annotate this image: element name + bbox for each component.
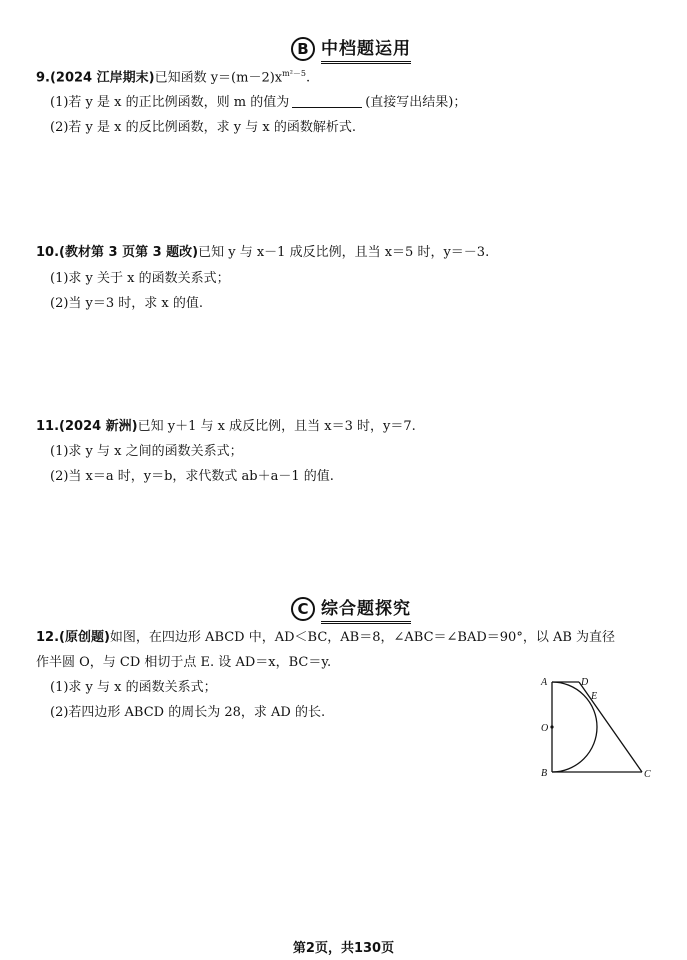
q11-source: (2024 新洲) [59, 419, 138, 434]
label-c: C [644, 769, 651, 780]
q11-part-2: (2)当 x＝a 时，y＝b，求代数式 ab＋a－1 的值. [50, 469, 334, 484]
label-a: A [541, 677, 548, 688]
label-b: B [541, 768, 548, 779]
q9-number: 9. [36, 70, 50, 86]
q9-part-1 [36, 96, 466, 109]
label-d: D [581, 677, 589, 688]
q11-stem-text: 已知 y＋1 与 x 成反比例，且当 x＝3 时，y＝7. [137, 419, 416, 434]
q10-stem [36, 246, 489, 259]
q12-part-2: (2)若四边形 ABCD 的周长为 28，求 AD 的长. [50, 705, 326, 720]
q10-part-2: (2)当 y＝3 时，求 x 的值. [50, 296, 204, 311]
q12-part-1: (1)求 y 与 x 的函数关系式； [50, 680, 217, 695]
section-b-title: 中档题运用 [321, 34, 411, 64]
q10-source: (教材第 3 页第 3 题改) [59, 245, 199, 260]
section-c-title: 综合题探究 [321, 594, 411, 624]
q12-stem-line-2: 作半圆 O，与 CD 相切于点 E. 设 AD＝x，BC＝y. [36, 655, 332, 670]
section-c-badge: C [291, 597, 315, 621]
q9-source: (2024 江岸期末) [49, 70, 155, 86]
q12-stem-line-1 [36, 631, 615, 644]
segment-cd [579, 682, 642, 772]
q9-stem-end: . [306, 70, 311, 86]
q12-source: (原创题) [59, 630, 110, 645]
q12-number: 12. [36, 630, 60, 645]
q9-part-1-text: (1)若 y 是 x 的正比例函数，则 m 的值为 [50, 95, 290, 110]
q9-exponent: m²－5 [282, 69, 307, 78]
q12-geometry-figure [536, 673, 666, 783]
q9-stem-text: 已知函数 y＝(m－2)x [154, 70, 283, 86]
q9-answer-blank[interactable] [292, 107, 362, 108]
q10-number: 10. [36, 245, 60, 260]
q9-stem [36, 70, 310, 84]
label-o: O [541, 723, 549, 734]
q9-part-1-note: (直接写出结果)； [365, 95, 467, 110]
q10-stem-text: 已知 y 与 x－1 成反比例，且当 x＝5 时，y＝－3. [198, 245, 490, 260]
q9-part-2: (2)若 y 是 x 的反比例函数，求 y 与 x 的函数解析式. [50, 120, 356, 135]
section-b-badge: B [291, 37, 315, 61]
label-e: E [591, 691, 598, 702]
page-footer: 第2页，共130页 [292, 941, 395, 956]
q11-stem [36, 420, 416, 433]
section-b-header [291, 34, 411, 64]
q11-number: 11. [36, 419, 60, 434]
center-point-o [550, 725, 553, 728]
q11-part-1: (1)求 y 与 x 之间的函数关系式； [50, 444, 243, 459]
section-c-header [291, 594, 411, 624]
q12-stem-text-1: 如图，在四边形 ABCD 中，AD＜BC，AB＝8，∠ABC＝∠BAD＝90°，以 AB 为直径 [109, 630, 616, 645]
q10-part-1: (1)求 y 关于 x 的函数关系式； [50, 271, 230, 286]
